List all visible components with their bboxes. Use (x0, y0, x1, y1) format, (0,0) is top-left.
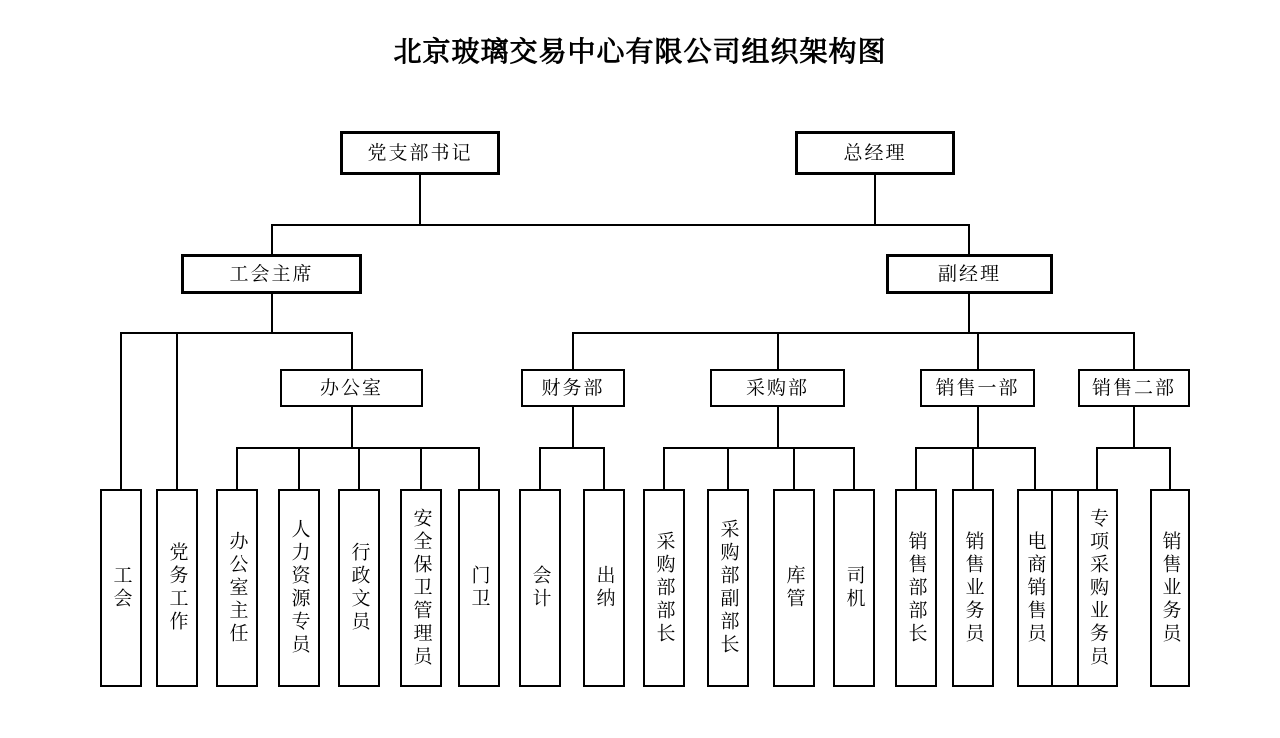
node-security-manager (400, 489, 442, 687)
node-label: 销售业务员 (962, 530, 984, 646)
node-accountant (519, 489, 561, 687)
node-label: 电商销售员 (1024, 530, 1046, 646)
node-label: 采购部 (745, 377, 809, 399)
node-office-director (216, 489, 258, 687)
node-label: 门卫 (468, 565, 490, 611)
node-label: 党务工作 (166, 542, 188, 634)
node-sales-rep-2 (1150, 489, 1190, 687)
node-label: 采购部部长 (653, 530, 675, 646)
node-hr-specialist (278, 489, 320, 687)
node-cashier (583, 489, 625, 687)
node-gatekeeper (458, 489, 500, 687)
node-general-manager (795, 131, 955, 175)
node-label: 办公室主任 (226, 530, 248, 646)
page-title: 北京玻璃交易中心有限公司组织架构图 (393, 37, 887, 68)
node-sales-rep-1 (952, 489, 994, 687)
node-sales-dept-1 (920, 369, 1035, 407)
node-union-chairman (181, 254, 362, 294)
node-label: 销售业务员 (1159, 530, 1181, 646)
node-office (280, 369, 423, 407)
node-purchasing-deputy-head (707, 489, 749, 687)
node-label: 销售部部长 (905, 530, 927, 646)
node-label: 工会 (110, 565, 132, 611)
node-label: 会计 (529, 565, 551, 611)
node-purchasing-dept (710, 369, 845, 407)
node-label: 财务部 (541, 377, 605, 399)
node-ecommerce-sales (1017, 489, 1053, 687)
node-label: 销售一部 (935, 377, 1020, 399)
node-label: 副经理 (937, 263, 1001, 285)
node-admin-clerk (338, 489, 380, 687)
node-driver (833, 489, 875, 687)
node-warehouse-keeper (773, 489, 815, 687)
node-label: 总经理 (843, 142, 907, 164)
node-label: 行政文员 (348, 542, 370, 634)
node-purchasing-head (643, 489, 685, 687)
node-label: 工会主席 (229, 263, 314, 285)
node-sales-dept-2 (1078, 369, 1190, 407)
node-party-branch-secretary (340, 131, 500, 175)
node-label: 库管 (783, 565, 805, 611)
node-sales-head (895, 489, 937, 687)
node-deputy-manager (886, 254, 1053, 294)
node-special-purchasing-rep (1077, 489, 1118, 687)
connector-cell (1053, 489, 1077, 687)
node-party-affairs (156, 489, 198, 687)
node-finance-dept (521, 369, 625, 407)
node-label: 司机 (843, 565, 865, 611)
node-label: 党支部书记 (367, 142, 473, 164)
node-label: 出纳 (593, 565, 615, 611)
node-label: 办公室 (319, 377, 383, 399)
node-union (100, 489, 142, 687)
node-label: 销售二部 (1091, 377, 1176, 399)
node-label: 人力资源专员 (288, 519, 310, 657)
node-label: 安全保卫管理员 (410, 507, 432, 669)
node-label: 采购部副部长 (717, 519, 739, 657)
node-label: 专项采购业务员 (1087, 507, 1108, 669)
